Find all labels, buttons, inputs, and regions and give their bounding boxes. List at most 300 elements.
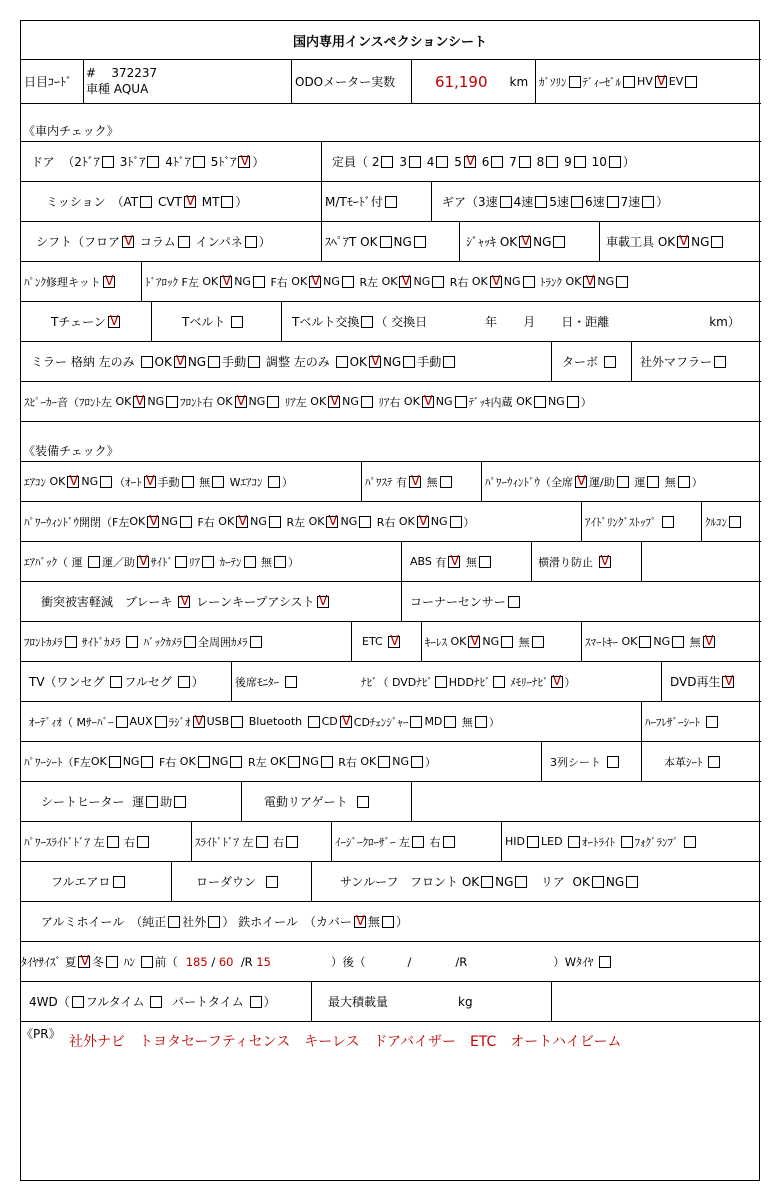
diesel-label: ﾃﾞｨｰｾﾞﾙ xyxy=(582,75,621,89)
aircon-ng-checkbox[interactable] xyxy=(100,476,112,488)
door-4-checkbox[interactable] xyxy=(193,156,205,168)
aircon-row xyxy=(21,461,761,501)
half-leather-checkbox[interactable] xyxy=(706,716,718,728)
easy-closer-label: ｲｰｼﾞｰｸﾛｰｻﾞｰ xyxy=(335,835,396,849)
ng-label: NG xyxy=(81,475,99,488)
around-camera-checkbox[interactable] xyxy=(250,636,262,648)
summer-tire-checkbox[interactable] xyxy=(78,956,90,968)
cap-9-checkbox[interactable] xyxy=(574,156,586,168)
abs-label: ABS xyxy=(410,555,432,568)
gear-5-checkbox[interactable] xyxy=(571,196,583,208)
ok-label: OK xyxy=(310,395,327,408)
doorlock-rr-ng-checkbox[interactable] xyxy=(523,276,535,288)
speaker-fr-ng-checkbox[interactable] xyxy=(267,396,279,408)
autolight-label: ｵｰﾄﾗｲﾄ xyxy=(582,835,616,849)
close-paren: ） xyxy=(395,915,408,929)
cap-3-checkbox[interactable] xyxy=(409,156,421,168)
tools-ng-checkbox[interactable] xyxy=(711,236,723,248)
door-3-checkbox[interactable] xyxy=(147,156,159,168)
pr-text: 社外ナビ トヨタセーフティセンス キーレス ドアバイザー ETC オートハイビーム xyxy=(69,1034,622,1050)
around-camera-label: 全周囲ｶﾒﾗ xyxy=(198,635,248,649)
none-label: 無 xyxy=(689,635,701,649)
pw-rl-ng-checkbox[interactable] xyxy=(359,516,371,528)
column-checkbox[interactable] xyxy=(178,236,190,248)
tire-size-label: ﾀｲﾔｻｲｽﾞ xyxy=(21,954,62,969)
doorlock-fl-ok-checkbox[interactable] xyxy=(220,276,232,288)
cap-8-label: 8 xyxy=(536,154,545,169)
ng-label: NG xyxy=(482,635,500,648)
ng-label: NG xyxy=(393,234,412,249)
sunroof-front-ok-checkbox[interactable] xyxy=(481,876,493,888)
pw-fl-ok-checkbox[interactable] xyxy=(147,516,159,528)
gear-label: ギア（ xyxy=(442,195,479,209)
cd-label: CD xyxy=(321,715,338,728)
gear-4-checkbox[interactable] xyxy=(535,196,547,208)
lowdown-checkbox[interactable] xyxy=(266,876,278,888)
aircon-auto-checkbox[interactable] xyxy=(144,476,156,488)
gear-6-checkbox[interactable] xyxy=(607,196,619,208)
pw-fl-ng-checkbox[interactable] xyxy=(180,516,192,528)
adjust-left-checkbox[interactable] xyxy=(336,356,348,368)
fl-label: F左 xyxy=(112,515,130,529)
sunroof-rear-ng-checkbox[interactable] xyxy=(626,876,638,888)
audio-row xyxy=(21,701,761,741)
cover-checkbox[interactable] xyxy=(354,916,366,928)
page-title: 国内専用インスペクションシート xyxy=(292,34,488,50)
airbag-dp-checkbox[interactable] xyxy=(137,556,149,568)
fulltime-checkbox[interactable] xyxy=(150,996,162,1008)
cap-2-checkbox[interactable] xyxy=(381,156,393,168)
turbo-checkbox[interactable] xyxy=(604,356,616,368)
msurfer-checkbox[interactable] xyxy=(116,716,128,728)
tire-front-r: 15 xyxy=(256,954,271,969)
close-paren: ） xyxy=(282,475,294,489)
hv-label: HV xyxy=(637,75,653,88)
doorlock-fr-ng-checkbox[interactable] xyxy=(342,276,354,288)
mt-mode-checkbox[interactable] xyxy=(385,196,397,208)
oneseg-checkbox[interactable] xyxy=(110,676,122,688)
ok-label: OK xyxy=(349,354,367,369)
powersteer-label: ﾊﾟﾜｽﾃ xyxy=(365,475,393,489)
power-slide-label: ﾊﾟﾜｰｽﾗｲﾄﾞﾄﾞｱ xyxy=(24,835,90,849)
tools-label: 車載工具 xyxy=(606,235,655,249)
none-label: 無 xyxy=(664,475,676,489)
pw-driver-pass-checkbox[interactable] xyxy=(617,476,629,488)
slide-right-checkbox[interactable] xyxy=(286,836,298,848)
interior-section-row xyxy=(21,103,761,141)
power-slide-left-checkbox[interactable] xyxy=(107,836,119,848)
idle-stop-checkbox[interactable] xyxy=(662,516,674,528)
none-label: 無 xyxy=(426,475,438,489)
close-paren: ） xyxy=(622,155,635,169)
left-label: 左 xyxy=(399,835,410,849)
slash-label: / xyxy=(407,954,412,969)
cap-5-checkbox[interactable] xyxy=(464,156,476,168)
airbag-side-checkbox[interactable] xyxy=(175,556,187,568)
collision-brake-checkbox[interactable] xyxy=(178,596,190,608)
cap-7-checkbox[interactable] xyxy=(519,156,531,168)
pw-fr-ng-checkbox[interactable] xyxy=(269,516,281,528)
abs-yes-checkbox[interactable] xyxy=(448,556,460,568)
led-checkbox[interactable] xyxy=(568,836,580,848)
trunk-ok-checkbox[interactable] xyxy=(583,276,595,288)
ok-label: OK xyxy=(565,275,582,288)
genuine-wheel-checkbox[interactable] xyxy=(168,916,180,928)
adjust-manual-checkbox[interactable] xyxy=(443,356,455,368)
spare-ng-checkbox[interactable] xyxy=(414,236,426,248)
fold-ok-checkbox[interactable] xyxy=(174,356,186,368)
lane-keep-checkbox[interactable] xyxy=(317,596,329,608)
pw-none-checkbox[interactable] xyxy=(678,476,690,488)
row3-seat-checkbox[interactable] xyxy=(607,756,619,768)
seat-heater-row xyxy=(21,781,761,821)
hdd-navi-checkbox[interactable] xyxy=(493,676,505,688)
tchain-checkbox[interactable] xyxy=(108,316,120,328)
slash-label: / xyxy=(211,954,216,969)
speaker-rr-ok-checkbox[interactable] xyxy=(422,396,434,408)
aircon-ok-checkbox[interactable] xyxy=(67,476,79,488)
speaker-rl-ok-checkbox[interactable] xyxy=(328,396,340,408)
ps-fl-ok-checkbox[interactable] xyxy=(109,756,121,768)
mt-checkbox[interactable] xyxy=(221,196,233,208)
full-aero-checkbox[interactable] xyxy=(113,876,125,888)
ng-label: NG xyxy=(187,354,207,369)
manual-label: 手動 xyxy=(222,355,247,369)
aux-checkbox[interactable] xyxy=(155,716,167,728)
none-label: 無 xyxy=(518,635,530,649)
none-label: 無 xyxy=(261,555,272,569)
day-distance-label: 日・距離 xyxy=(561,315,610,329)
md-label: MD xyxy=(424,715,443,728)
ps-rr-ok-checkbox[interactable] xyxy=(378,756,390,768)
4wd-label: 4WD（ xyxy=(29,995,70,1009)
led-label: LED xyxy=(541,835,563,848)
keyless-none-checkbox[interactable] xyxy=(532,636,544,648)
pw-fr-ok-checkbox[interactable] xyxy=(236,516,248,528)
tools-ok-checkbox[interactable] xyxy=(677,236,689,248)
manual-label: 手動 xyxy=(417,355,442,369)
keyless-ok-checkbox[interactable] xyxy=(468,636,480,648)
right-label: 右 xyxy=(124,835,135,849)
fr-label: F右 xyxy=(158,755,177,769)
fold-left-label: 格納 左のみ xyxy=(70,355,135,369)
aircon-none-checkbox[interactable] xyxy=(212,476,224,488)
close-paren: ） xyxy=(463,515,475,529)
fold-left-checkbox[interactable] xyxy=(141,356,153,368)
cruise-checkbox[interactable] xyxy=(729,516,741,528)
rear-monitor-checkbox[interactable] xyxy=(285,676,297,688)
pw-open-row xyxy=(21,501,761,541)
tv-label: TV（ xyxy=(29,675,57,689)
ok-label: OK xyxy=(291,275,308,288)
doorlock-rl-ng-checkbox[interactable] xyxy=(432,276,444,288)
speaker-fl-ok-checkbox[interactable] xyxy=(133,396,145,408)
deck-ng-checkbox[interactable] xyxy=(567,396,579,408)
ev-checkbox[interactable] xyxy=(685,76,697,88)
fulltime-label: フルタイム xyxy=(85,995,145,1009)
ok-label: OK xyxy=(49,475,66,488)
easy-closer-left-checkbox[interactable] xyxy=(412,836,424,848)
ng-label: NG xyxy=(547,395,565,408)
smartkey-ok-checkbox[interactable] xyxy=(639,636,651,648)
fold-manual-checkbox[interactable] xyxy=(248,356,260,368)
speaker-rl-label: ﾘｱ左 xyxy=(284,395,307,409)
none-label: 無 xyxy=(199,475,211,489)
bluetooth-checkbox[interactable] xyxy=(308,716,320,728)
ps-rl-ng-checkbox[interactable] xyxy=(321,756,333,768)
ng-label: NG xyxy=(122,755,140,768)
speaker-fr-ok-checkbox[interactable] xyxy=(235,396,247,408)
hid-label: HID xyxy=(505,835,525,848)
ok-label: OK xyxy=(202,275,219,288)
speaker-row xyxy=(21,381,761,421)
back-camera-checkbox[interactable] xyxy=(184,636,196,648)
puncture-kit-checkbox[interactable] xyxy=(103,276,115,288)
ok-label: OK xyxy=(621,635,638,648)
han-checkbox[interactable] xyxy=(141,956,153,968)
dvd-navi-checkbox[interactable] xyxy=(435,676,447,688)
back-camera-label: ﾊﾞｯｸｶﾒﾗ xyxy=(143,635,182,649)
adjust-ok-checkbox[interactable] xyxy=(369,356,381,368)
ng-label: NG xyxy=(250,515,267,528)
airbag-row xyxy=(21,541,761,581)
jack-ng-checkbox[interactable] xyxy=(553,236,565,248)
timing-row xyxy=(21,301,761,341)
ps-fr-ok-checkbox[interactable] xyxy=(198,756,210,768)
trunk-ng-checkbox[interactable] xyxy=(616,276,628,288)
number-value: 372237 xyxy=(111,66,158,80)
diesel-checkbox[interactable] xyxy=(623,76,635,88)
yes-label: 有 xyxy=(396,475,407,489)
waircon-checkbox[interactable] xyxy=(268,476,280,488)
speaker-rr-label: ﾘｱ右 xyxy=(378,395,401,409)
close-paren: ） xyxy=(488,715,500,729)
ng-label: NG xyxy=(382,354,402,369)
deck-label: ﾃﾞｯｷ内蔵 xyxy=(468,395,513,409)
muffler-checkbox[interactable] xyxy=(714,356,726,368)
aircon-manual-checkbox[interactable] xyxy=(182,476,194,488)
mt-label: MT xyxy=(201,194,220,209)
ng-label: NG xyxy=(161,515,178,528)
speaker-fl-ng-checkbox[interactable] xyxy=(166,396,178,408)
foglamp-checkbox[interactable] xyxy=(684,836,696,848)
floor-label: フロア xyxy=(84,235,121,249)
model-label: 車種 xyxy=(86,82,111,96)
wtire-checkbox[interactable] xyxy=(599,956,611,968)
md-checkbox[interactable] xyxy=(444,716,456,728)
power-window-label: ﾊﾟﾜｰｳｨﾝﾄﾞｳ（全席 xyxy=(485,475,573,489)
4wd-checkbox[interactable] xyxy=(72,996,84,1008)
hid-checkbox[interactable] xyxy=(527,836,539,848)
pw-rr-ng-checkbox[interactable] xyxy=(450,516,462,528)
powersteer-yes-checkbox[interactable] xyxy=(409,476,421,488)
aux-label: AUX xyxy=(129,715,153,728)
close-paren: ） xyxy=(580,395,592,409)
power-rear-gate-checkbox[interactable] xyxy=(357,796,369,808)
genuine-label: 純正 xyxy=(142,915,167,929)
slide-left-checkbox[interactable] xyxy=(256,836,268,848)
cap-2-label: 2 xyxy=(371,154,380,169)
pw-driver-pass-label: 運/助 xyxy=(589,475,615,489)
pw-rr-ok-checkbox[interactable] xyxy=(417,516,429,528)
fl-label: F左 xyxy=(181,275,199,289)
tbelt-change-checkbox[interactable] xyxy=(361,316,373,328)
navi-label: ﾅﾋﾞ（ xyxy=(361,675,389,689)
fold-ng-checkbox[interactable] xyxy=(208,356,220,368)
leather-seat-label: 本革ｼｰﾄ xyxy=(664,755,703,769)
cap-5-label: 5 xyxy=(454,154,462,169)
sunroof-rear-ok-checkbox[interactable] xyxy=(592,876,604,888)
memory-navi-checkbox[interactable] xyxy=(551,676,563,688)
corner-sensor-checkbox[interactable] xyxy=(508,596,520,608)
airbag-curtain-checkbox[interactable] xyxy=(244,556,256,568)
usb-checkbox[interactable] xyxy=(231,716,243,728)
smartkey-none-checkbox[interactable] xyxy=(703,636,715,648)
leather-seat-checkbox[interactable] xyxy=(708,756,720,768)
yes-label: 有 xyxy=(435,555,447,569)
ok-label: OK xyxy=(360,755,377,768)
rr-label: R右 xyxy=(338,755,357,769)
cd-checkbox[interactable] xyxy=(340,716,352,728)
idle-stop-label: ｱｲﾄﾞﾘﾝｸﾞｽﾄｯﾌﾟ xyxy=(585,515,657,529)
inpane-checkbox[interactable] xyxy=(245,236,257,248)
mission-label: ミッション （ xyxy=(46,195,124,209)
speaker-rr-ng-checkbox[interactable] xyxy=(455,396,467,408)
slide-door-row xyxy=(21,821,761,861)
cap-4-checkbox[interactable] xyxy=(436,156,448,168)
skid-checkbox[interactable] xyxy=(599,556,611,568)
pw-driver-label: 運 xyxy=(634,475,646,489)
front-camera-checkbox[interactable] xyxy=(65,636,77,648)
spare-ok-checkbox[interactable] xyxy=(380,236,392,248)
smartkey-ng-checkbox[interactable] xyxy=(672,636,684,648)
gear-6-label: 6速 xyxy=(584,195,605,209)
speaker-rl-ng-checkbox[interactable] xyxy=(361,396,373,408)
sh-pass-checkbox[interactable] xyxy=(174,796,186,808)
sh-driver-checkbox[interactable] xyxy=(146,796,158,808)
power-slide-right-checkbox[interactable] xyxy=(137,836,149,848)
aftermarket-label: 社外 xyxy=(182,915,207,929)
rl-label: R左 xyxy=(286,515,306,529)
ps-rr-ng-checkbox[interactable] xyxy=(411,756,423,768)
mirror-label: ミラー xyxy=(31,355,68,369)
sunroof-front-ng-checkbox[interactable] xyxy=(515,876,527,888)
hv-checkbox[interactable] xyxy=(655,76,667,88)
winter-tire-checkbox[interactable] xyxy=(106,956,118,968)
cvt-checkbox[interactable] xyxy=(184,196,196,208)
ps-fl-ng-checkbox[interactable] xyxy=(141,756,153,768)
gear-3-checkbox[interactable] xyxy=(500,196,512,208)
tbelt-checkbox[interactable] xyxy=(231,316,243,328)
autolight-checkbox[interactable] xyxy=(621,836,633,848)
pw-rl-ok-checkbox[interactable] xyxy=(326,516,338,528)
powersteer-none-checkbox[interactable] xyxy=(440,476,452,488)
cap-8-checkbox[interactable] xyxy=(546,156,558,168)
gear-7-checkbox[interactable] xyxy=(642,196,654,208)
gear-4-label: 4速 xyxy=(513,195,534,209)
radio-checkbox[interactable] xyxy=(193,716,205,728)
doorlock-rr-ok-checkbox[interactable] xyxy=(490,276,502,288)
wheel-row xyxy=(21,901,761,941)
ps-fr-ng-checkbox[interactable] xyxy=(230,756,242,768)
gasoline-checkbox[interactable] xyxy=(569,76,581,88)
ok-label: OK xyxy=(308,515,325,528)
doorlock-rl-ok-checkbox[interactable] xyxy=(399,276,411,288)
ps-rl-ok-checkbox[interactable] xyxy=(288,756,300,768)
parttime-checkbox[interactable] xyxy=(250,996,262,1008)
pw-all-checkbox[interactable] xyxy=(575,476,587,488)
close-paren: ） xyxy=(288,555,299,569)
door-2-checkbox[interactable] xyxy=(102,156,114,168)
abs-none-checkbox[interactable] xyxy=(479,556,491,568)
steel-none-checkbox[interactable] xyxy=(382,916,394,928)
doorlock-label: ﾄﾞｱﾛｯｸ xyxy=(145,275,178,289)
airbag-none-checkbox[interactable] xyxy=(274,556,286,568)
year-label: 年 xyxy=(485,315,498,329)
etc-checkbox[interactable] xyxy=(388,636,400,648)
drive-row xyxy=(21,981,761,1021)
keyless-label: ｷｰﾚｽ xyxy=(425,635,447,649)
usb-label: USB xyxy=(206,715,230,728)
floor-checkbox[interactable] xyxy=(122,236,134,248)
airbag-rear-checkbox[interactable] xyxy=(202,556,214,568)
side-camera-checkbox[interactable] xyxy=(126,636,138,648)
jack-ok-checkbox[interactable] xyxy=(519,236,531,248)
keyless-ng-checkbox[interactable] xyxy=(501,636,513,648)
deck-ok-checkbox[interactable] xyxy=(534,396,546,408)
ok-label: OK xyxy=(154,354,172,369)
shift-label: シフト（ xyxy=(36,235,85,249)
doorlock-fr-ok-checkbox[interactable] xyxy=(309,276,321,288)
ng-label: NG xyxy=(340,515,358,528)
oneseg-label: ワンセグ xyxy=(56,675,105,689)
tbelt-change-label: Tベルト交換 xyxy=(292,315,360,329)
audio-none-checkbox[interactable] xyxy=(475,716,487,728)
sh-driver-label: 運 xyxy=(132,795,145,809)
kg-label: kg xyxy=(458,994,473,1009)
lane-keep-label: レーンキープアシスト xyxy=(196,595,315,609)
close-paren: ） xyxy=(222,915,235,929)
sunroof-label: サンルーフ xyxy=(340,875,399,889)
at-checkbox[interactable] xyxy=(140,196,152,208)
cd-changer-checkbox[interactable] xyxy=(410,716,422,728)
dvd-play-checkbox[interactable] xyxy=(722,676,734,688)
fullseg-checkbox[interactable] xyxy=(178,676,190,688)
etc-label: ETC xyxy=(362,635,383,648)
r-label: /R xyxy=(240,954,253,969)
ok-label: OK xyxy=(516,395,532,408)
cover-label: カバー xyxy=(315,915,352,929)
ng-label: NG xyxy=(234,275,251,288)
aftermarket-wheel-checkbox[interactable] xyxy=(208,916,220,928)
ok-label: OK xyxy=(270,755,286,768)
front-tire-label: 前（ xyxy=(154,954,178,969)
airbag-driver-checkbox[interactable] xyxy=(88,556,100,568)
mt-mode-label: M/Tﾓｰﾄﾞ付 xyxy=(325,195,383,209)
gasoline-label: ｶﾞｿﾘﾝ xyxy=(539,75,567,89)
easy-closer-right-checkbox[interactable] xyxy=(443,836,455,848)
r-label: /R xyxy=(455,954,468,969)
cap-6-checkbox[interactable] xyxy=(491,156,503,168)
pw-driver-checkbox[interactable] xyxy=(647,476,659,488)
puncture-kit-label: ﾊﾟﾝｸ修理キット xyxy=(24,275,101,289)
door-5-checkbox[interactable] xyxy=(238,156,250,168)
cap-10-checkbox[interactable] xyxy=(609,156,621,168)
adjust-ng-checkbox[interactable] xyxy=(403,356,415,368)
doorlock-fl-ng-checkbox[interactable] xyxy=(253,276,265,288)
corner-sensor-label: コーナーセンサー xyxy=(410,595,506,609)
parttime-label: パートタイム xyxy=(172,995,244,1009)
